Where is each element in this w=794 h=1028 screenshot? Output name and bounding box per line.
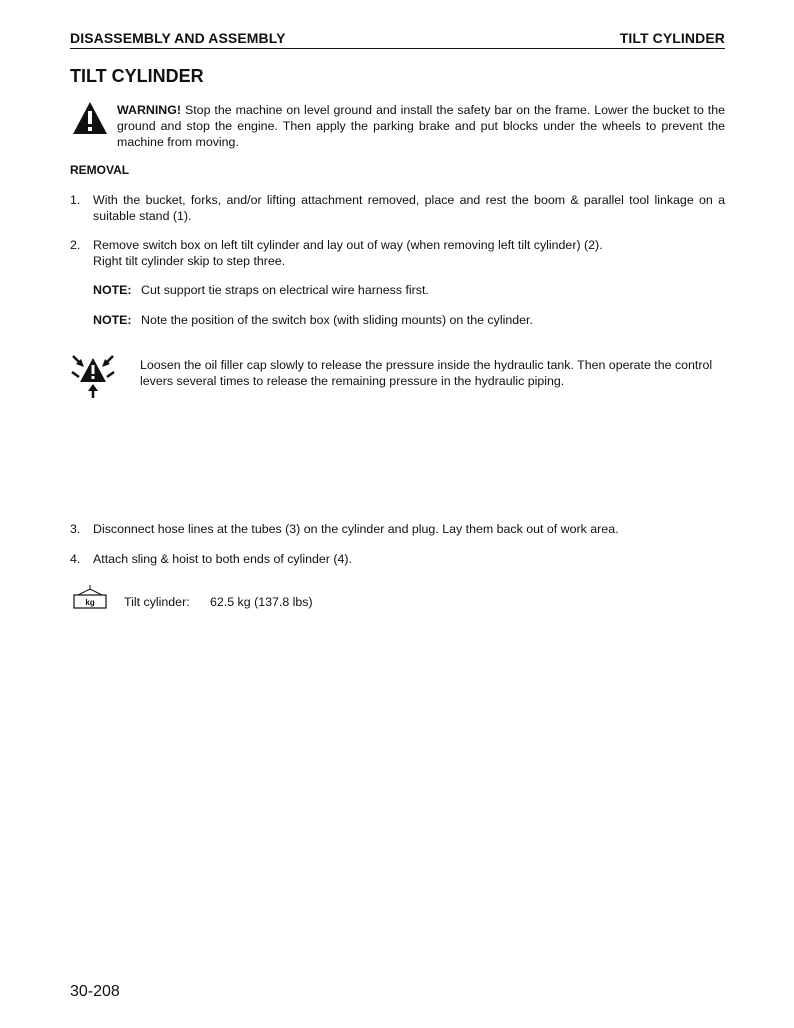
warning-paragraph: [117, 102, 725, 150]
warning-label: WARNING!: [117, 103, 182, 117]
step-text: Attach sling & hoist to both ends of cylinder (4).: [93, 552, 352, 566]
step-item: [70, 192, 725, 224]
step-number: 2.: [70, 238, 81, 252]
step-text-line2: Right tilt cylinder skip to step three.: [93, 254, 286, 268]
pressure-release-icon: [70, 352, 116, 400]
note-label: NOTE:: [93, 283, 132, 297]
note-text: Cut support tie straps on electrical wire harness first.: [141, 283, 429, 297]
weight-icon-label: kg: [85, 598, 95, 607]
note-text: Note the position of the switch box (with sliding mounts) on the cylinder.: [141, 313, 533, 327]
note-item: [93, 282, 429, 298]
section-heading-removal: REMOVAL: [70, 163, 130, 177]
step-number: 1.: [70, 193, 81, 207]
weight-value: 62.5 kg (137.8 lbs): [210, 595, 313, 609]
page-number: 30-208: [70, 983, 120, 1000]
weight-kg-icon: [72, 584, 108, 610]
step-text: Disconnect hose lines at the tubes (3) on the cylinder and plug. Lay them back out of work area.: [93, 522, 619, 536]
step-number: 4.: [70, 552, 81, 566]
warning-text: Stop the machine on level ground and install the safety bar on the frame. Lower the bucket to the ground and stop the engine. Then apply the parking brake and put blocks under the wheels to prevent the machine from moving.: [117, 103, 726, 149]
page-header: [70, 30, 725, 49]
step-item: [70, 237, 725, 269]
step-number: 3.: [70, 522, 81, 536]
header-section-title: DISASSEMBLY AND ASSEMBLY: [70, 30, 286, 46]
header-topic-title: TILT CYLINDER: [619, 30, 725, 46]
step-text: With the bucket, forks, and/or lifting attachment removed, place and rest the boom & parallel tool linkage on a suitable stand (1).: [93, 193, 725, 223]
note-item: [93, 312, 533, 328]
step-item: [70, 551, 725, 567]
step-item: [70, 521, 725, 537]
note-label: NOTE:: [93, 313, 132, 327]
page-title: TILT CYLINDER: [70, 66, 204, 86]
weight-label: Tilt cylinder:: [124, 595, 190, 609]
step-text-line1: Remove switch box on left tilt cylinder and lay out of way (when removing left tilt cylinder) (2).: [93, 238, 603, 252]
pressure-warning-text: Loosen the oil filler cap slowly to release the pressure inside the hydraulic tank. Then operate the control levers several times to release the remaining pressure in the hydraulic piping.: [140, 358, 713, 388]
warning-triangle-icon: [72, 100, 108, 136]
